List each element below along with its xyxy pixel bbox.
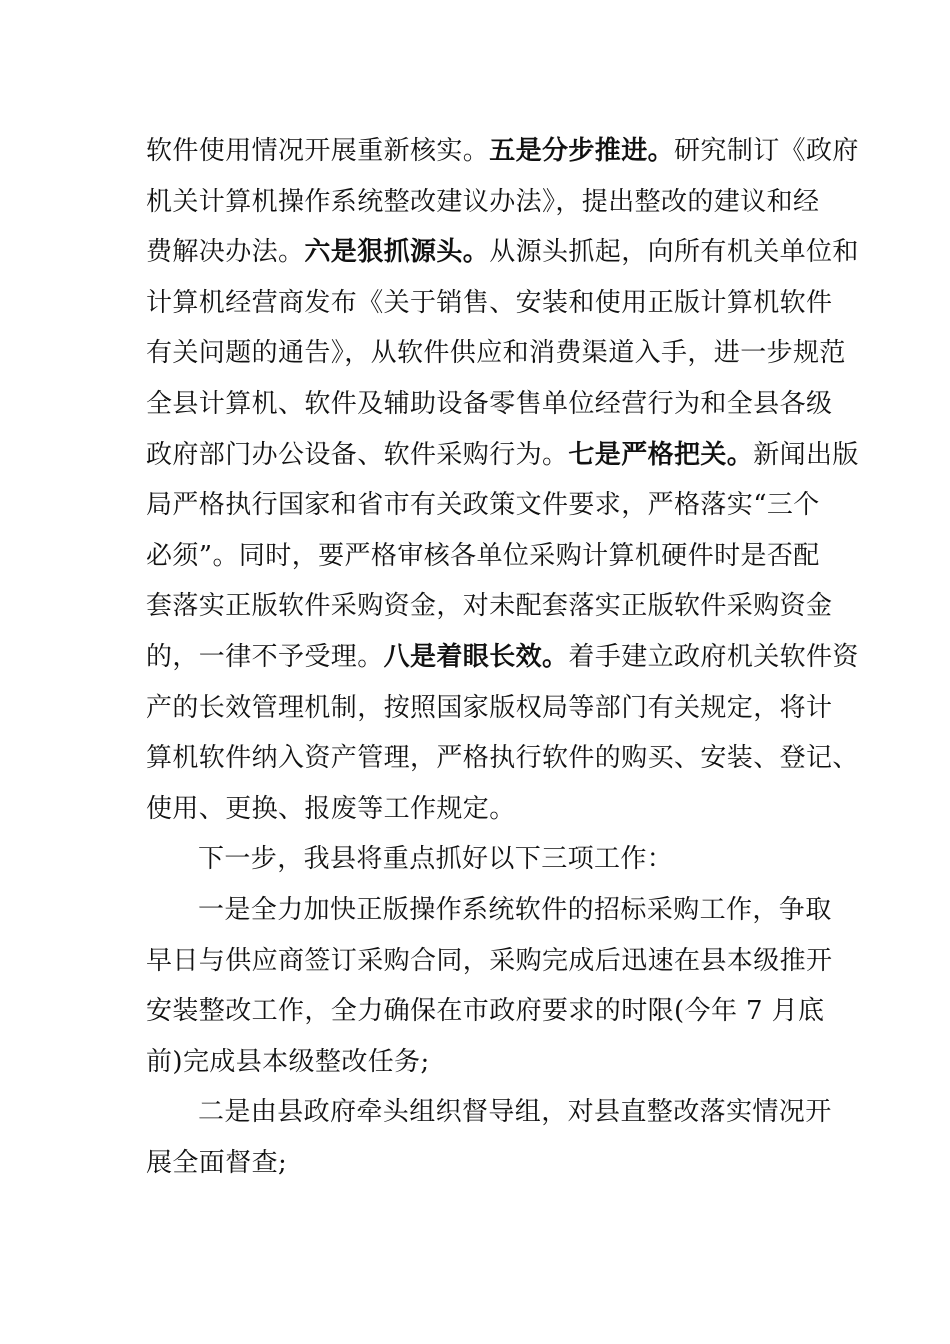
text-segment: 展全面督查;: [146, 1147, 288, 1178]
text-segment: 全县计算机、软件及辅助设备零售单位经营行为和全县各级: [146, 388, 833, 419]
text-line: [146, 885, 832, 936]
text-line: [146, 531, 820, 582]
text-line: [146, 1087, 832, 1138]
bold-heading-phrase: 八是着眼长效。: [383, 641, 569, 672]
text-segment: 软件使用情况开展重新核实。: [146, 136, 490, 166]
text-line: [146, 1037, 806, 1088]
text-line: [146, 328, 846, 379]
text-line: [146, 936, 833, 987]
text-segment: 必须”。同时，要严格审核各单位采购计算机硬件时是否配: [146, 540, 820, 571]
text-segment: 机关计算机操作系统整改建议办法》，提出整改的建议和经: [146, 186, 820, 217]
text-line: [146, 278, 833, 329]
text-segment: 使用、更换、报废等工作规定。: [146, 793, 516, 824]
text-segment: 新闻出版: [753, 439, 859, 470]
body-text: [146, 126, 859, 1188]
text-segment: 安装整改工作，全力确保在市政府要求的时限(今年 7 月底: [146, 996, 825, 1027]
text-segment: 早日与供应商签订采购合同，采购完成后迅速在县本级推开: [146, 945, 833, 976]
text-segment: 一是全力加快正版操作系统软件的招标采购工作，争取: [198, 894, 832, 925]
text-segment: 从源头抓起，向所有机关单位和: [489, 237, 859, 268]
text-line: [146, 227, 859, 278]
text-segment: 政府部门办公设备、软件采购行为。: [146, 439, 569, 470]
text-segment: 费解决办法。: [146, 237, 305, 268]
text-line: [146, 379, 833, 430]
text-segment: 套落实正版软件采购资金，对未配套落实正版软件采购资金: [146, 591, 833, 622]
text-segment: 产的长效管理机制，按照国家版权局等部门有关规定，将计: [146, 692, 833, 723]
text-line: [146, 683, 833, 734]
text-line: [146, 430, 859, 481]
text-segment: 的，一律不予受理。: [146, 641, 384, 672]
bold-heading-phrase: 五是分步推进。: [489, 136, 675, 166]
text-line: [146, 632, 859, 683]
text-line: [146, 1138, 806, 1189]
text-line: [146, 834, 806, 885]
text-segment: 研究制订《政府: [674, 136, 859, 166]
text-line: [146, 177, 820, 228]
text-line: [146, 581, 833, 632]
text-segment: 着手建立政府机关软件资: [568, 641, 859, 672]
text-segment: 前)完成县本级整改任务;: [146, 1046, 430, 1077]
text-segment: 局严格执行国家和省市有关政策文件要求，严格落实“三个: [146, 490, 820, 521]
bold-heading-phrase: 七是严格把关。: [568, 439, 754, 470]
text-segment: 下一步，我县将重点抓好以下三项工作：: [198, 844, 674, 875]
text-segment: 算机软件纳入资产管理，严格执行软件的购买、安装、登记、: [146, 743, 859, 774]
text-line: [146, 480, 820, 531]
text-line: [146, 986, 825, 1037]
text-segment: 二是由县政府牵头组织督导组，对县直整改落实情况开: [198, 1097, 832, 1128]
text-line: [146, 784, 806, 835]
text-line: [146, 126, 859, 177]
text-segment: 有关问题的通告》，从软件供应和消费渠道入手，进一步规范: [146, 338, 846, 369]
text-segment: 计算机经营商发布《关于销售、安装和使用正版计算机软件: [146, 287, 833, 318]
text-line: [146, 733, 859, 784]
bold-heading-phrase: 六是狠抓源头。: [304, 237, 490, 268]
